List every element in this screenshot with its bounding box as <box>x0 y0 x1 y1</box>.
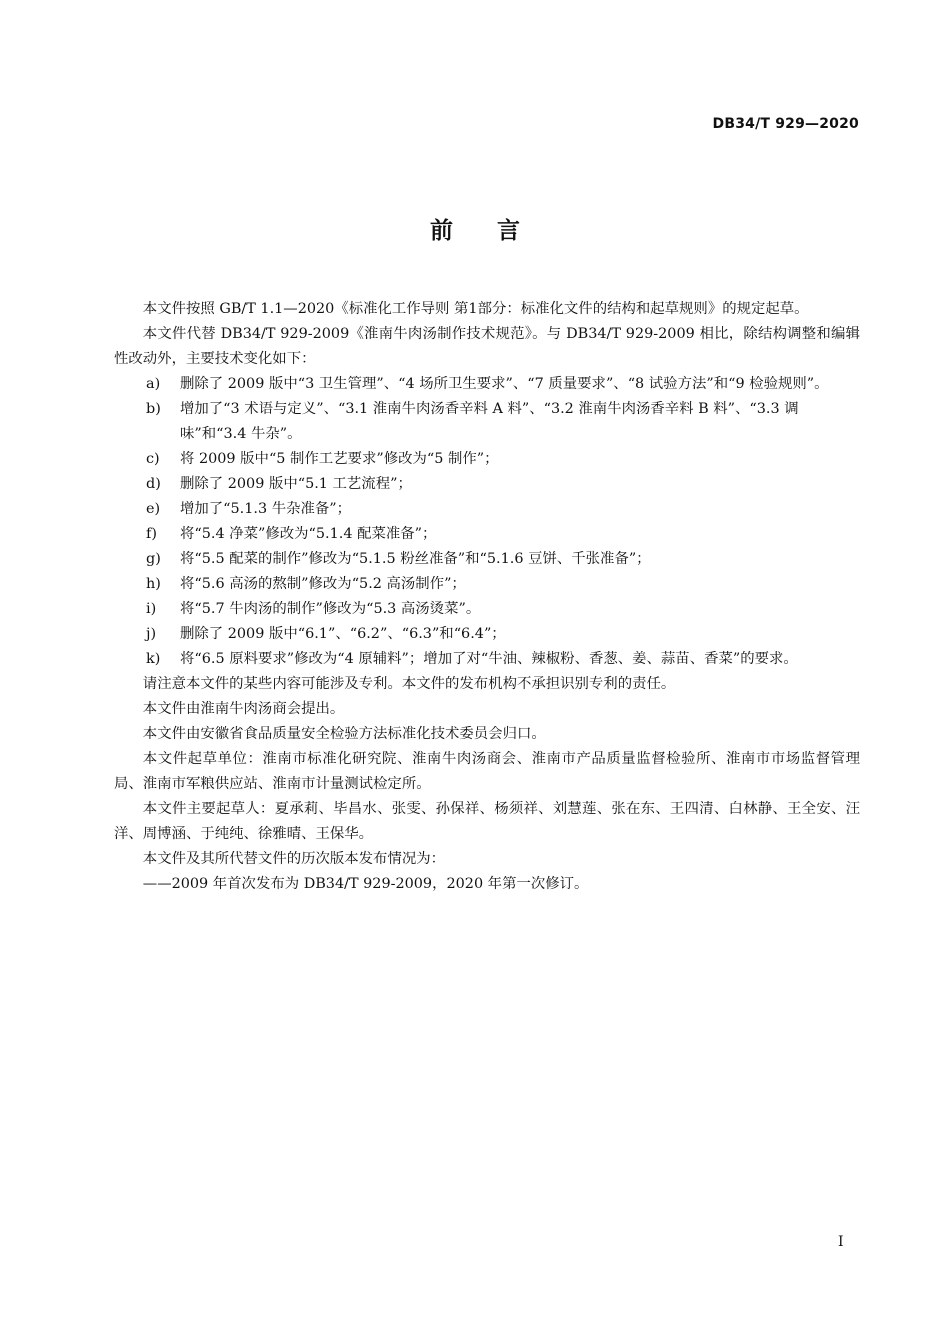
list-marker: f) <box>146 526 157 542</box>
paragraph-proposer: 本文件由淮南牛肉汤商会提出。 <box>142 701 345 717</box>
list-item <box>114 622 860 647</box>
foreword-body <box>114 297 860 897</box>
list-item <box>114 647 860 672</box>
list-marker: d) <box>146 476 161 492</box>
list-item <box>114 472 860 497</box>
list-marker: h) <box>146 576 161 592</box>
list-marker: j) <box>146 626 157 642</box>
list-item-text: 将“5.7 牛肉汤的制作”修改为“5.3 高汤烫菜”。 <box>180 601 481 617</box>
list-item-text: 将 2009 版中“5 制作工艺要求”修改为“5 制作”； <box>180 451 499 467</box>
version-history-entry: ——2009 年首次发布为 DB34/T 929-2009，2020 年第一次修订。 <box>142 876 589 892</box>
list-marker: k) <box>146 651 161 667</box>
list-item-text: 将“5.5 配菜的制作”修改为“5.1.5 粉丝准备”和“5.1.6 豆饼、千张准备”； <box>180 551 651 567</box>
list-marker: c) <box>146 451 160 467</box>
list-marker: e) <box>146 501 161 517</box>
paragraph-technical-committee: 本文件由安徽省食品质量安全检验方法标准化技术委员会归口。 <box>142 726 546 742</box>
list-item-text: 将“6.5 原料要求”修改为“4 原辅料”；增加了对“牛油、辣椒粉、香葱、姜、蒜苗、香菜”的要求。 <box>180 651 798 667</box>
list-item-text: 增加了“3 术语与定义”、“3.1 淮南牛肉汤香辛料 A 料”、“3.2 淮南牛肉汤香辛料 B 料”、“3.3 调味”和“3.4 牛杂”。 <box>180 401 799 442</box>
list-item <box>114 547 860 572</box>
paragraph-replacement: 本文件代替 DB34/T 929-2009《淮南牛肉汤制作技术规范》。与 DB34/T 929-2009 相比，除结构调整和编辑性改动外，主要技术变化如下： <box>114 326 860 367</box>
paragraph-drafters: 本文件主要起草人：夏承莉、毕昌水、张雯、孙保祥、杨须祥、刘慧莲、张在东、王四清、白林静、王全安、汪洋、周博涵、于纯纯、徐雅晴、王保华。 <box>114 801 860 842</box>
list-marker: g) <box>146 551 161 567</box>
changes-list <box>114 372 860 672</box>
list-item <box>114 397 860 447</box>
list-marker: a) <box>146 376 161 392</box>
list-item <box>114 497 860 522</box>
list-item-text: 将“5.6 高汤的熬制”修改为“5.2 高汤制作”； <box>180 576 466 592</box>
list-item-text: 删除了 2009 版中“3 卫生管理”、“4 场所卫生要求”、“7 质量要求”、“8 试验方法”和“9 检验规则”。 <box>180 376 829 392</box>
list-item <box>114 447 860 472</box>
page-title: 前 言 <box>429 218 538 244</box>
list-item-text: 删除了 2009 版中“5.1 工艺流程”； <box>180 476 412 492</box>
list-item <box>114 372 860 397</box>
paragraph-drafting-units: 本文件起草单位：淮南市标准化研究院、淮南牛肉汤商会、淮南市产品质量监督检验所、淮南市市场监督管理局、淮南市军粮供应站、淮南市计量测试检定所。 <box>114 751 860 792</box>
list-marker: b) <box>146 401 161 417</box>
paragraph-version-history-intro: 本文件及其所代替文件的历次版本发布情况为： <box>142 851 446 867</box>
list-item <box>114 597 860 622</box>
list-marker: i) <box>146 601 157 617</box>
list-item <box>114 572 860 597</box>
standard-code: DB34/T 929—2020 <box>712 116 859 132</box>
list-item-text: 将“5.4 净菜”修改为“5.1.4 配菜准备”； <box>180 526 437 542</box>
list-item-text: 增加了“5.1.3 牛杂准备”； <box>180 501 352 517</box>
paragraph-drafting-rules: 本文件按照 GB/T 1.1—2020《标准化工作导则 第1部分：标准化文件的结构和起草规则》的规定起草。 <box>142 301 809 317</box>
list-item <box>114 522 860 547</box>
paragraph-patent-notice: 请注意本文件的某些内容可能涉及专利。本文件的发布机构不承担识别专利的责任。 <box>142 676 676 692</box>
list-item-text: 删除了 2009 版中“6.1”、“6.2”、“6.3”和“6.4”； <box>180 626 506 642</box>
page-number: I <box>838 1234 844 1250</box>
